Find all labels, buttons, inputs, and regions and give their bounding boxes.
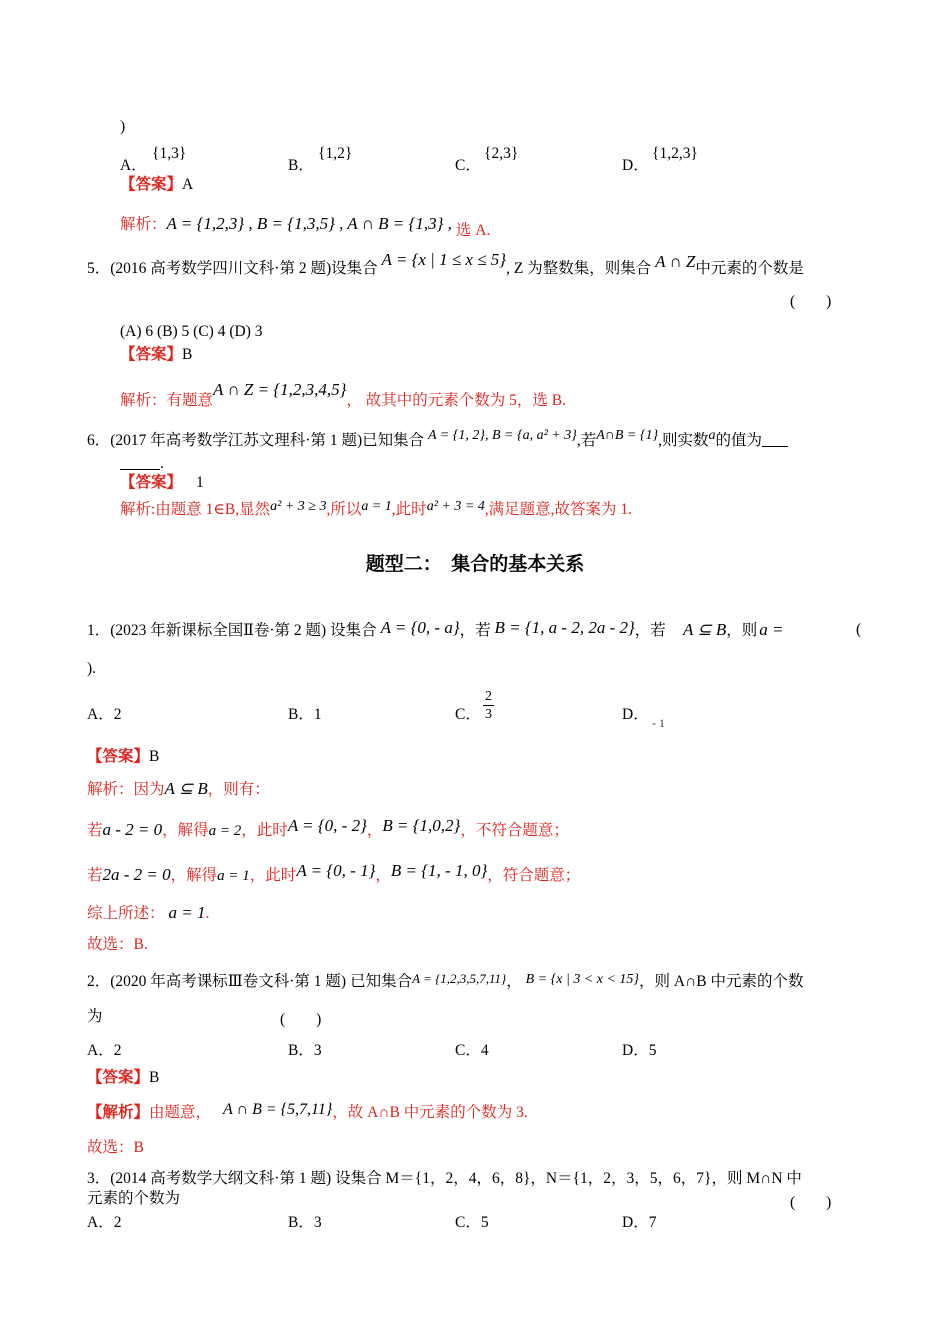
- answer-value: B: [182, 346, 193, 363]
- answer-value: B: [149, 1069, 160, 1086]
- s2q1-conclusion: 故选：B.: [87, 936, 148, 953]
- case1-sol: a = 2: [208, 823, 242, 839]
- s2q3-paren: ( ): [790, 1194, 832, 1211]
- s2q3-stem: [87, 1169, 802, 1189]
- q6-stem-3: ,则实数: [658, 432, 709, 449]
- s2q1-set-b: B = {1, a - 2, 2a - 2}: [494, 618, 635, 637]
- q6-var: a: [708, 428, 716, 443]
- option-c: C．4: [455, 1042, 489, 1059]
- option-a: A．2: [87, 1042, 122, 1059]
- case1-set-a: A = {0, - 2}: [287, 816, 367, 835]
- answer-label: 【答案】: [120, 176, 183, 193]
- s2q1-analysis: [87, 779, 270, 800]
- q6-number: 6．: [87, 432, 111, 449]
- option-d: D．5: [622, 1042, 657, 1059]
- s2q1-stem-2: ，若: [459, 622, 491, 639]
- q5-stem-1: 设集合: [331, 260, 378, 277]
- q6-analysis-m3: a² + 3 = 4: [426, 499, 485, 514]
- answer-label: 【答案】: [120, 474, 183, 491]
- fraction-num: 2: [485, 689, 492, 704]
- option-a-value: {1,3}: [152, 145, 187, 162]
- prev-question-paren: ): [120, 118, 126, 135]
- s2q2-paren: ( ): [280, 1011, 322, 1028]
- case1-a: 若: [87, 822, 103, 839]
- summary-a: 综上所述：: [87, 905, 165, 922]
- summary-math: a = 1: [168, 903, 206, 922]
- case2-a: 若: [87, 867, 103, 884]
- answer-label: 【答案】: [87, 748, 150, 765]
- analysis-label: 解析：: [120, 216, 167, 233]
- case2-d: ，符合题意；: [487, 867, 581, 884]
- case2-sep: ，: [375, 867, 391, 884]
- case2-b: ，解得: [170, 867, 218, 884]
- analysis-math: A = {1,2,3} , B = {1,3,5} , A ∩ B = {1,3} ,: [166, 214, 452, 233]
- s2q2-conclusion: 故选：B: [87, 1139, 144, 1156]
- q5-analysis-1: 解析：有题意: [120, 392, 214, 409]
- s2q3-stem-text: 设集合 M＝{1，2，4，6，8}，N＝{1，2，3，5，6，7}，则 M∩N 中: [335, 1170, 802, 1187]
- s2q1-answer: [87, 747, 159, 767]
- analysis-math: A ∩ B = {5,7,11}: [223, 1101, 333, 1118]
- s2q1-stem-1: 设集合: [330, 622, 377, 639]
- q6-stem-1: 已知集合: [362, 432, 425, 449]
- q6-set-a: A = {1, 2}: [428, 428, 485, 443]
- s2q2-analysis: [87, 1103, 528, 1123]
- s2q1-sub: A ⊆ B: [683, 620, 727, 639]
- s2q2-stem-1: 已知集合: [350, 973, 413, 990]
- q6-blank-end: .: [160, 455, 164, 472]
- option-c-label: C．: [455, 157, 481, 174]
- case2-set-b: B = {1, - 1, 0}: [390, 861, 488, 880]
- s2q1-summary: [87, 903, 209, 924]
- case1-set-b: B = {1,0,2}: [382, 816, 461, 835]
- option-b-label: B．: [288, 157, 314, 174]
- option-d-label: D．: [622, 157, 649, 174]
- q5-options: (A) 6 (B) 5 (C) 4 (D) 3: [120, 323, 263, 340]
- s2q3-source: (2014 高考数学大纲文科·第 1 题): [110, 1170, 332, 1187]
- s2q1-number: 1．: [87, 622, 111, 639]
- q6-stem-4: 的值为: [715, 432, 762, 449]
- q6-blank[interactable]: [762, 430, 788, 447]
- q6-answer: [120, 473, 204, 493]
- q5-set-math: A = {x | 1 ≤ x ≤ 5}: [381, 250, 507, 269]
- fraction-den: 3: [485, 707, 492, 722]
- s2q1-source: (2023 年新课标全国Ⅱ卷·第 2 题): [110, 622, 327, 639]
- q5-number: 5．: [87, 260, 111, 277]
- option-a-label: A．: [120, 157, 147, 174]
- q5-answer: [120, 345, 192, 365]
- q6-stem: [87, 430, 788, 452]
- s2q2-answer: [87, 1068, 159, 1088]
- prev-analysis: [120, 214, 491, 239]
- s2q2-set-b: B = {x | 3 < x < 15}: [525, 972, 640, 987]
- q6-blank-cont: [120, 453, 164, 474]
- q5-stem-2: , Z 为整数集，则集合: [506, 260, 652, 277]
- answer-label: 【答案】: [87, 1069, 150, 1086]
- option-b: B．1: [288, 706, 322, 723]
- q6-source: (2017 年高考数学江苏文理科·第 1 题): [110, 432, 363, 449]
- option-b: B．3: [288, 1214, 322, 1231]
- q5-paren: ( ): [790, 293, 832, 310]
- s2q2-set-a: A = {1,2,3,5,7,11}: [412, 971, 507, 986]
- q6-set-b: , B = {a, a² + 3}: [484, 428, 577, 443]
- s2q1-stem: [87, 620, 666, 641]
- q5-analysis: [120, 380, 566, 409]
- option-c: C．5: [455, 1214, 489, 1231]
- case1-sep: ，: [366, 822, 383, 839]
- option-d-value: {1,2,3}: [652, 145, 698, 162]
- analysis-label: 【解析】: [87, 1104, 150, 1121]
- q6-analysis-3: ,此时: [391, 501, 427, 518]
- fraction: [483, 688, 494, 723]
- s2q2-stem-2: ，: [506, 973, 522, 990]
- s2q2-stem-3: ，则 A∩B 中元素的个数: [639, 973, 804, 990]
- case2-math: 2a - 2 = 0: [102, 865, 171, 884]
- option-a: A．2: [87, 1214, 122, 1231]
- s2q2-source: (2020 年高考课标Ⅲ卷文科·第 1 题): [110, 973, 347, 990]
- option-b: B．3: [288, 1042, 322, 1059]
- case2-set-a: A = {0, - 1}: [296, 861, 376, 880]
- s2q1-stem-tail: [683, 620, 783, 641]
- s2q1-case1: [87, 816, 569, 841]
- case1-b: ，解得: [162, 822, 209, 839]
- analysis-1: 由题意，: [149, 1104, 212, 1121]
- s2q2-number: 2．: [87, 973, 111, 990]
- option-b-value: {1,2}: [318, 145, 353, 162]
- analysis-tail: 选 A.: [455, 222, 491, 239]
- s2q3-stem-cont: 元素的个数为: [87, 1190, 181, 1207]
- option-d: D．: [622, 706, 649, 723]
- s2q1-case2: [87, 861, 581, 886]
- analysis-label: 解析：因为: [87, 781, 165, 798]
- s2q1-paren-close: ).: [87, 660, 97, 677]
- s2q2-stem-cont: 为: [87, 1008, 103, 1025]
- q5-source: (2016 高考数学四川文科·第 2 题): [110, 260, 332, 277]
- analysis-sub: A ⊆ B: [164, 779, 208, 798]
- option-a: A．2: [87, 706, 122, 723]
- s2q1-eq: a =: [759, 620, 784, 639]
- q6-analysis-1: 解析:由题意 1∈B,显然: [120, 501, 271, 518]
- option-d-value: - 1: [652, 716, 665, 730]
- s2q1-stem-sep: ，若: [634, 622, 666, 639]
- answer-value: B: [149, 748, 160, 765]
- analysis-tail: ，则有：: [207, 781, 270, 798]
- q6-stem-2: ,若: [576, 432, 597, 449]
- s2q1-stem-3: ，则: [726, 622, 758, 639]
- q5-analysis-2: ， 故其中的元素个数为 5，选 B.: [346, 392, 566, 409]
- q6-blank-2[interactable]: [120, 453, 160, 470]
- prev-answer: [120, 175, 193, 195]
- q6-analysis-m1: a² + 3 ≥ 3: [270, 499, 327, 514]
- answer-label: 【答案】: [120, 346, 183, 363]
- analysis-2: ，故 A∩B 中元素的个数为 3.: [332, 1104, 528, 1121]
- s2q1-paren-open: (: [856, 621, 862, 638]
- q5-stem-3: 中元素的个数是: [695, 260, 804, 277]
- q5-inter-math: A ∩ Z: [655, 252, 696, 271]
- option-c: C．: [455, 706, 481, 723]
- s2q1-set-a: A = {0, - a}: [380, 618, 460, 637]
- section-title: 题型二： 集合的基本关系: [365, 553, 585, 575]
- case2-c: ，此时: [249, 867, 297, 884]
- s2q2-stem: [87, 972, 804, 993]
- q5-analysis-math: A ∩ Z = {1,2,3,4,5}: [213, 380, 347, 399]
- option-c-value: {2,3}: [484, 145, 519, 162]
- q5-stem: [87, 250, 804, 279]
- option-c-fraction: [483, 688, 494, 723]
- case2-sol: a = 1: [217, 868, 250, 884]
- q6-analysis-4: ,满足题意,故答案为 1.: [484, 501, 633, 518]
- option-d: D．7: [622, 1214, 657, 1231]
- answer-value: A: [182, 176, 194, 193]
- q6-analysis-m2: a = 1: [361, 499, 392, 514]
- case1-math: a - 2 = 0: [102, 820, 163, 839]
- case1-d: ，不符合题意；: [460, 822, 569, 839]
- case1-c: ，此时: [241, 822, 288, 839]
- s2q3-number: 3．: [87, 1170, 111, 1187]
- summary-b: .: [205, 905, 210, 922]
- q6-analysis-2: ,所以: [326, 501, 362, 518]
- q6-analysis: [120, 500, 632, 521]
- q6-cond: A∩B = {1}: [596, 428, 659, 443]
- answer-value: 1: [196, 474, 204, 491]
